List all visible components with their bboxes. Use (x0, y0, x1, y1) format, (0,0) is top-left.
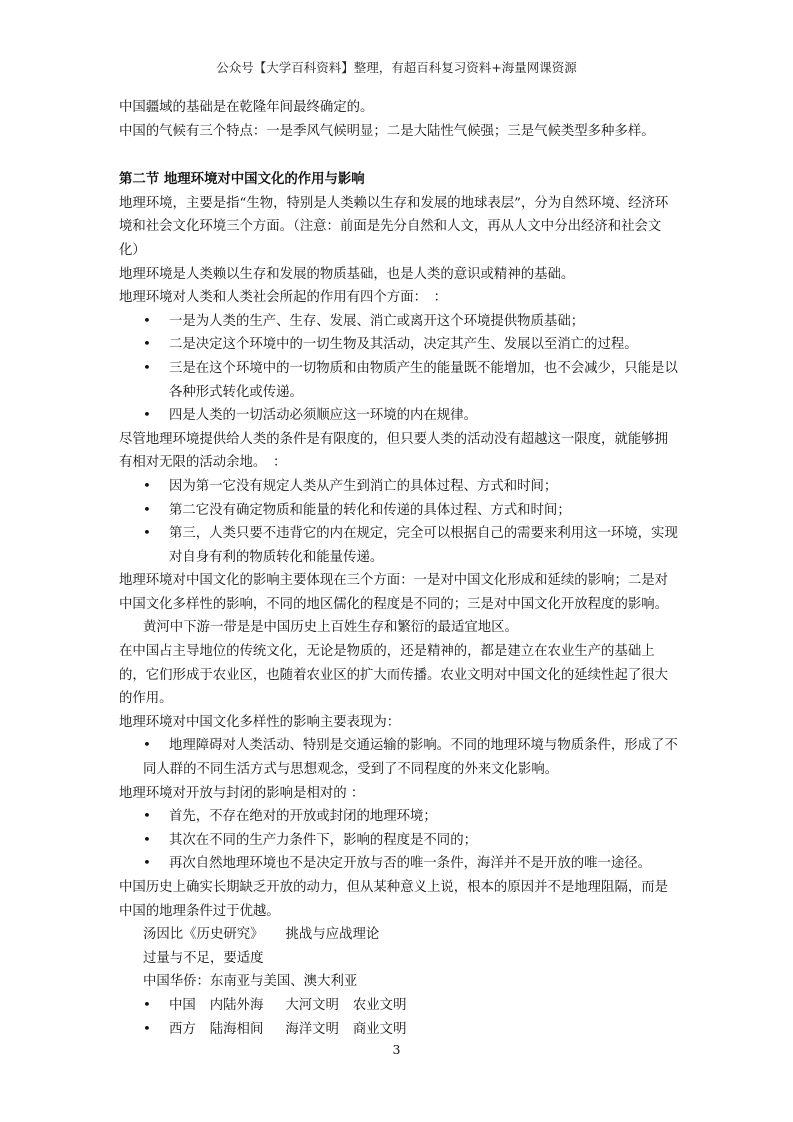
list-item: • 因为第一它没有规定人类从产生到消亡的具体过程、方式和时间； (119, 475, 679, 499)
list-item: • 一是为人类的生产、生存、发展、消亡或离开这个环境提供物质基础； (119, 310, 679, 334)
bullet-icon: • (143, 856, 151, 872)
paragraph-limits: 尽管地理环境提供给人类的条件是有限度的，但只要人类的活动没有超越这一限度，就能够拥有相对无限的活动余地。 ： (119, 431, 669, 471)
intro-line-2: 中国的气候有三个特点：一是季风气候明显；二是大陆性气候强；三是气候类型多种多样。 (119, 123, 655, 139)
bullet-icon: • (143, 1021, 151, 1037)
list-item: • 地理障碍对人类活动、特别是交通运输的影响。不同的地理环境与物质条件，形成了不同人群的不同生活方式与思想观念，受到了不同程度的外来文化影响。 (119, 734, 679, 781)
paragraph-basis: 地理环境是人类赖以生存和发展的物质基础，也是人类的意识或精神的基础。 (119, 266, 575, 282)
bullet-icon: • (143, 809, 151, 825)
paragraph-openness: 地理环境对开放与封闭的影响是相对的 ： (119, 785, 365, 801)
paragraph-definition: 地理环境，主要是指“生物，特别是人类赖以生存和发展的地球表层”，分为自然环境、经济环境和社会文化环境三个方面。（注意：前面是先分自然和人文，再从人文中分出经济和社会文化） (119, 195, 669, 258)
compare-row-china: • 中国 内陆外海 大河文明 农业文明 (119, 994, 679, 1018)
document-body (119, 96, 679, 1041)
bullet-icon: • (143, 502, 151, 518)
list-item: • 其次在不同的生产力条件下，影响的程度是不同的； (119, 829, 679, 853)
bullet-icon: • (143, 337, 151, 353)
bullet-icon: • (143, 408, 151, 424)
bullet-icon: • (143, 832, 151, 848)
compare-row-west: • 西方 陆海相间 海洋文明 商业文明 (119, 1018, 679, 1042)
paragraph-history-openness: 中国历史上确实长期缺乏开放的动力，但从某种意义上说，根本的原因并不是地理阻隔，而是中国的地理条件过于优越。 (119, 880, 669, 919)
paragraph-three-influences: 地理环境对中国文化的影响主要体现在三个方面：一是对中国文化形成和延续的影响；二是对中国文化多样性的影响，不同的地区儒化的程度是不同的；三是对中国文化开放程度的影响。 (119, 573, 669, 612)
list-item: • 二是决定这个环境中的一切生物及其活动，决定其产生、发展以至消亡的过程。 (119, 333, 679, 357)
bullet-icon: • (143, 313, 151, 329)
list-item: • 再次自然地理环境也不是决定开放与否的唯一条件，海洋并不是开放的唯一途径。 (119, 852, 679, 876)
intro-line-1: 中国疆域的基础是在乾隆年间最终确定的。 (119, 100, 374, 115)
page-header: 公众号【大学百科资料】整理，有超百科复习资料+海量网课资源 (216, 60, 577, 75)
bullet-icon: • (143, 738, 151, 754)
paragraph-yellow-river: 黄河中下游一带是是中国历史上百姓生存和繁衍的最适宜地区。 (143, 620, 518, 636)
list-item: • 第三，人类只要不违背它的内在规定，完全可以根据自己的需要来利用这一环境，实现对自身有利的物质转化和能量传递。 (119, 522, 679, 569)
list-item: • 四是人类的一切活动必须顺应这一环境的内在规律。 (119, 404, 679, 428)
list-item: • 首先，不存在绝对的开放或封闭的地理环境； (119, 805, 679, 829)
note-overseas: 中国华侨：东南亚与美国、澳大利亚 (143, 974, 358, 990)
paragraph-four-roles: 地理环境对人类和人类社会所起的作用有四个方面： ： (119, 290, 448, 306)
bullet-icon: • (143, 478, 151, 494)
bullet-icon: • (143, 360, 151, 376)
note-toynbee: 汤因比《历史研究》 挑战与应战理论 (143, 927, 380, 943)
page-number: 3 (392, 1042, 401, 1057)
section-title: 第二节 地理环境对中国文化的作用与影响 (119, 171, 365, 188)
bullet-icon: • (143, 526, 151, 542)
paragraph-diversity: 地理环境对中国文化多样性的影响主要表现为： (119, 714, 401, 730)
paragraph-agriculture: 在中国占主导地位的传统文化，无论是物质的，还是精神的，都是建立在农业生产的基础上的，它们形成于农业区，也随着农业区的扩大而传播。农业文明对中国文化的延续性起了很大的作用。 (119, 644, 669, 707)
bullet-icon: • (143, 997, 151, 1013)
list-item: • 第二它没有确定物质和能量的转化和传递的具体过程、方式和时间； (119, 499, 679, 523)
note-excess: 过量与不足，要适度 (143, 950, 264, 966)
list-item: • 三是在这个环境中的一切物质和由物质产生的能量既不能增加，也不会减少，只能是以各种形式转化或传递。 (119, 357, 679, 404)
